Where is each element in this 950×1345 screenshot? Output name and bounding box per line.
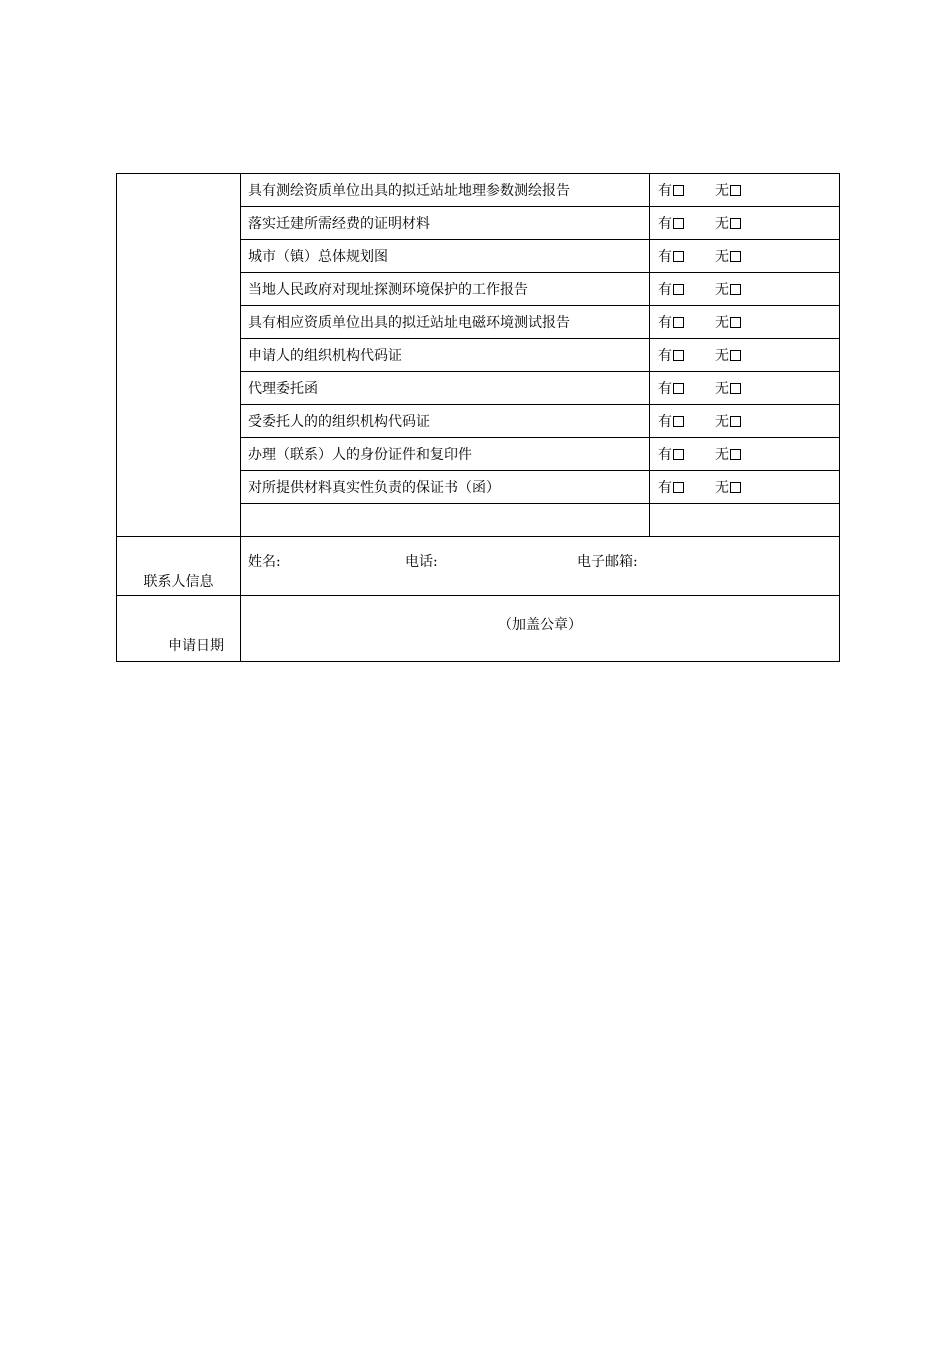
no-label: 无 bbox=[715, 414, 729, 430]
seal-note: （加盖公章） bbox=[498, 617, 582, 633]
yes-option[interactable] bbox=[658, 477, 715, 497]
no-option[interactable] bbox=[715, 180, 741, 200]
yes-option[interactable] bbox=[658, 312, 715, 332]
material-name: 申请人的组织机构代码证 bbox=[241, 339, 650, 372]
no-checkbox-icon[interactable] bbox=[730, 449, 741, 460]
seal-cell[interactable] bbox=[241, 596, 840, 662]
no-checkbox-icon[interactable] bbox=[730, 482, 741, 493]
no-label: 无 bbox=[715, 183, 729, 199]
no-checkbox-icon[interactable] bbox=[730, 383, 741, 394]
no-option[interactable] bbox=[715, 378, 741, 398]
yes-no-options bbox=[650, 306, 840, 339]
no-label: 无 bbox=[715, 480, 729, 496]
yes-checkbox-icon[interactable] bbox=[673, 218, 684, 229]
yes-option[interactable] bbox=[658, 213, 715, 233]
empty-material-name-cell[interactable] bbox=[241, 504, 650, 537]
yes-label: 有 bbox=[658, 447, 672, 463]
yes-checkbox-icon[interactable] bbox=[673, 449, 684, 460]
no-label: 无 bbox=[715, 315, 729, 331]
contact-phone-label: 电话: bbox=[405, 554, 438, 570]
no-option[interactable] bbox=[715, 444, 741, 464]
yes-no-options bbox=[650, 372, 840, 405]
yes-checkbox-icon[interactable] bbox=[673, 185, 684, 196]
material-name: 具有相应资质单位出具的拟迁站址电磁环境测试报告 bbox=[241, 306, 650, 339]
no-checkbox-icon[interactable] bbox=[730, 416, 741, 427]
contact-name-label: 姓名: bbox=[248, 554, 281, 570]
no-label: 无 bbox=[715, 216, 729, 232]
yes-option[interactable] bbox=[658, 345, 715, 365]
application-date-label: 申请日期 bbox=[117, 596, 241, 662]
yes-label: 有 bbox=[658, 381, 672, 397]
contact-fields[interactable] bbox=[241, 537, 840, 596]
yes-no-options bbox=[650, 273, 840, 306]
no-option[interactable] bbox=[715, 279, 741, 299]
empty-yes-no-cell[interactable] bbox=[650, 504, 840, 537]
yes-label: 有 bbox=[658, 414, 672, 430]
yes-checkbox-icon[interactable] bbox=[673, 317, 684, 328]
no-option[interactable] bbox=[715, 246, 741, 266]
no-option[interactable] bbox=[715, 213, 741, 233]
no-label: 无 bbox=[715, 381, 729, 397]
no-checkbox-icon[interactable] bbox=[730, 218, 741, 229]
material-name: 具有测绘资质单位出具的拟迁站址地理参数测绘报告 bbox=[241, 174, 650, 207]
yes-label: 有 bbox=[658, 183, 672, 199]
yes-no-options bbox=[650, 240, 840, 273]
material-name: 受委托人的的组织机构代码证 bbox=[241, 405, 650, 438]
no-option[interactable] bbox=[715, 477, 741, 497]
contact-email-label: 电子邮箱: bbox=[577, 554, 638, 570]
yes-option[interactable] bbox=[658, 279, 715, 299]
yes-no-options bbox=[650, 207, 840, 240]
yes-option[interactable] bbox=[658, 411, 715, 431]
yes-label: 有 bbox=[658, 216, 672, 232]
material-name: 城市（镇）总体规划图 bbox=[241, 240, 650, 273]
material-name: 办理（联系）人的身份证件和复印件 bbox=[241, 438, 650, 471]
application-form-table bbox=[116, 173, 840, 662]
no-checkbox-icon[interactable] bbox=[730, 251, 741, 262]
no-option[interactable] bbox=[715, 312, 741, 332]
material-name: 当地人民政府对现址探测环境保护的工作报告 bbox=[241, 273, 650, 306]
footer-section bbox=[117, 537, 840, 662]
yes-checkbox-icon[interactable] bbox=[673, 416, 684, 427]
application-date-row bbox=[117, 596, 840, 662]
no-label: 无 bbox=[715, 348, 729, 364]
material-name: 代理委托函 bbox=[241, 372, 650, 405]
yes-option[interactable] bbox=[658, 444, 715, 464]
no-checkbox-icon[interactable] bbox=[730, 317, 741, 328]
yes-no-options bbox=[650, 405, 840, 438]
yes-no-options bbox=[650, 438, 840, 471]
no-label: 无 bbox=[715, 249, 729, 265]
no-checkbox-icon[interactable] bbox=[730, 185, 741, 196]
yes-label: 有 bbox=[658, 315, 672, 331]
yes-checkbox-icon[interactable] bbox=[673, 251, 684, 262]
yes-checkbox-icon[interactable] bbox=[673, 350, 684, 361]
no-label: 无 bbox=[715, 447, 729, 463]
contact-info-label: 联系人信息 bbox=[117, 537, 241, 596]
no-checkbox-icon[interactable] bbox=[730, 284, 741, 295]
no-option[interactable] bbox=[715, 411, 741, 431]
contact-row bbox=[117, 537, 840, 596]
yes-checkbox-icon[interactable] bbox=[673, 383, 684, 394]
yes-no-options bbox=[650, 174, 840, 207]
material-name: 对所提供材料真实性负责的保证书（函） bbox=[241, 471, 650, 504]
yes-label: 有 bbox=[658, 348, 672, 364]
materials-category-cell bbox=[117, 174, 241, 537]
material-name: 落实迁建所需经费的证明材料 bbox=[241, 207, 650, 240]
no-label: 无 bbox=[715, 282, 729, 298]
yes-label: 有 bbox=[658, 480, 672, 496]
yes-no-options bbox=[650, 471, 840, 504]
yes-label: 有 bbox=[658, 249, 672, 265]
yes-checkbox-icon[interactable] bbox=[673, 284, 684, 295]
no-checkbox-icon[interactable] bbox=[730, 350, 741, 361]
yes-no-options bbox=[650, 339, 840, 372]
yes-option[interactable] bbox=[658, 180, 715, 200]
yes-checkbox-icon[interactable] bbox=[673, 482, 684, 493]
yes-option[interactable] bbox=[658, 378, 715, 398]
no-option[interactable] bbox=[715, 345, 741, 365]
material-row bbox=[117, 174, 840, 207]
materials-section bbox=[117, 174, 840, 537]
yes-label: 有 bbox=[658, 282, 672, 298]
yes-option[interactable] bbox=[658, 246, 715, 266]
